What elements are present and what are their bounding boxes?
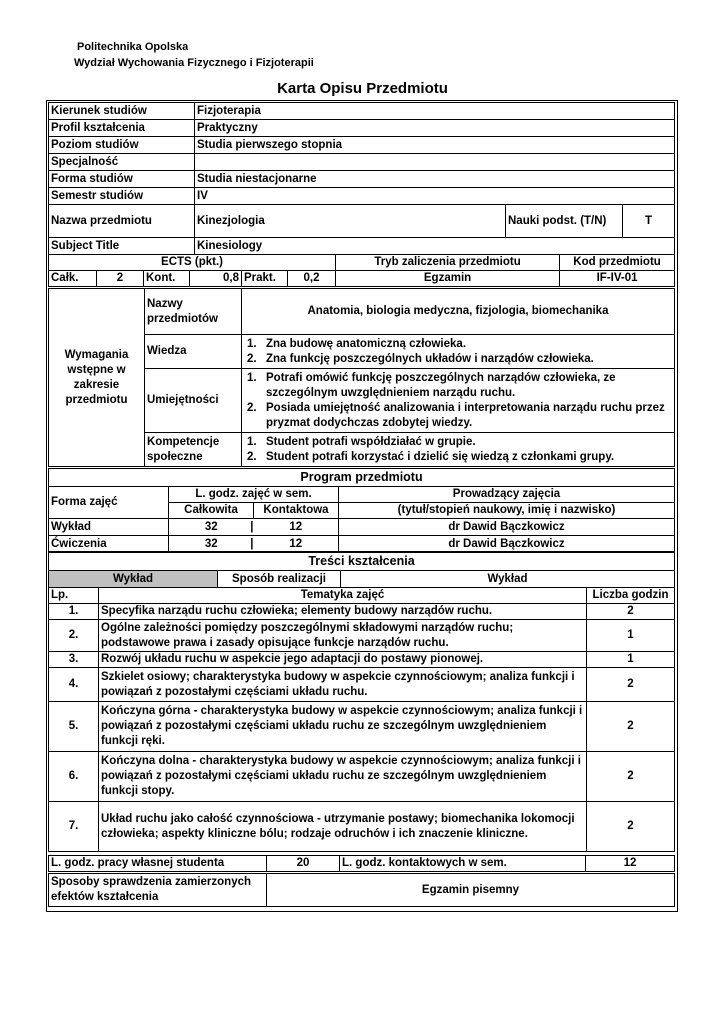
ects-table [48, 254, 675, 287]
row-topic: Kończyna dolna - charakterystyka budowy w aspekcie czynnościowym; analiza funkcji i powiązań z pozostałymi częściami układu ruchu ze szczególnym uwzględnieniem funkcji stopy. [99, 752, 587, 802]
program-row-kont: 12 [254, 519, 339, 536]
row-topic: Szkielet osiowy; charakterystyka budowy w aspekcie czynnościowym; analiza funkcji i powiązań z pozostałymi częściami układu ruchu. [99, 668, 587, 702]
university-name: Politechnika Opolska [77, 41, 189, 53]
liczba-label: Liczba godzin [587, 588, 675, 604]
prowadzacy-label: Prowadzący zajęcia [339, 487, 675, 503]
kompetencje-list [244, 435, 672, 465]
wiedza-list [244, 337, 672, 367]
program-row-calk: 32 | [169, 536, 254, 553]
row-topic: Kończyna górna - charakterystyka budowy w aspekcie czynnościowym; analiza funkcji i powiązań z pozostałymi częściami układu ruchu ze szczególnym uwzględnieniem funkcji ręki. [99, 702, 587, 752]
calkowita-label: Całkowita [169, 503, 254, 519]
program-row-kont: 12 [254, 536, 339, 553]
kontakt-value: 12 [586, 856, 675, 872]
kontakt-label: L. godz. kontaktowych w sem. [340, 856, 586, 872]
kontaktowa-label: Kontaktowa [254, 503, 339, 519]
kont-label: Kont. [144, 271, 190, 287]
tresci-table [48, 551, 675, 852]
specjalnosc-label: Specjalność [49, 154, 195, 171]
sposob-value: Wykład [341, 571, 675, 588]
poziom-label: Poziom studiów [49, 137, 195, 154]
row-hours: 2 [587, 604, 675, 620]
row-hours: 1 [587, 652, 675, 668]
list-item: 1. Potrafi omówić funkcję poszczególnych narządów człowieka, ze szczególnym uwzględnieniem narządu ruchu. [247, 371, 616, 399]
profil-label: Profil kształcenia [49, 120, 195, 137]
nazwa-label: Nazwa przedmiotu [49, 205, 195, 238]
ects-label: ECTS (pkt.) [49, 255, 336, 271]
praca-value: 20 [267, 856, 340, 872]
course-info-table [48, 102, 675, 255]
prakt-value: 0,2 [288, 271, 336, 287]
row-lp: 4. [49, 668, 99, 702]
prerequisites-table [48, 288, 675, 467]
row-hours: 2 [587, 802, 675, 852]
prowadzacy-sub: (tytuł/stopień naukowy, imię i nazwisko) [339, 503, 675, 519]
forma-value: Studia niestacjonarne [195, 171, 675, 188]
tryb-value: Egzamin [336, 271, 560, 287]
row-hours: 2 [587, 668, 675, 702]
sposoby-label: Sposoby sprawdzenia zamierzonych efektów kształcenia [49, 874, 267, 907]
row-lp: 6. [49, 752, 99, 802]
separator: | [250, 520, 254, 533]
program-row-prow: dr Dawid Bączkowicz [339, 519, 675, 536]
row-topic: Rozwój układu ruchu w aspekcie jego adaptacji do postawy pionowej. [99, 652, 587, 668]
nazwa-value: Kinezjologia [195, 205, 506, 238]
program-row-prow: dr Dawid Bączkowicz [339, 536, 675, 553]
prakt-label: Prakt. [242, 271, 288, 287]
list-item: 2. Posiada umiejętność analizowania i interpretowania narządu ruchu przez pryzmat dodychczas zdobytej wiedzy. [247, 401, 665, 429]
faculty-name: Wydział Wychowania Fizycznego i Fizjoterapii [74, 57, 314, 69]
list-item: 1. Student potrafi współdziałać w grupie. [247, 435, 476, 448]
kod-value: IF-IV-01 [560, 271, 675, 287]
row-lp: 5. [49, 702, 99, 752]
list-item: 2. Zna funkcję poszczególnych układów i narządów człowieka. [247, 352, 594, 365]
row-lp: 3. [49, 652, 99, 668]
sposob-label: Sposób realizacji [218, 571, 341, 588]
row-hours: 1 [587, 620, 675, 652]
kierunek-label: Kierunek studiów [49, 103, 195, 120]
kont-value: 0,8 [190, 271, 242, 287]
praca-label: L. godz. pracy własnej studenta [49, 856, 267, 872]
tryb-label: Tryb zaliczenia przedmiotu [336, 255, 560, 271]
sposoby-value: Egzamin pisemny [267, 874, 675, 907]
subject-value: Kinesiology [195, 238, 675, 255]
calk-value: 2 [97, 271, 144, 287]
forma-zajec-label: Forma zajęć [49, 487, 169, 519]
document-title: Karta Opisu Przedmiotu [277, 80, 448, 97]
lp-label: Lp. [49, 588, 99, 604]
semestr-value: IV [195, 188, 675, 205]
program-title: Program przedmiotu [49, 469, 675, 487]
list-item: 1. Zna budowę anatomiczną człowieka. [247, 337, 467, 350]
row-hours: 2 [587, 702, 675, 752]
program-row-calk: 32 | [169, 519, 254, 536]
umiejetnosci-list [244, 371, 672, 431]
godz-label: L. godz. zajęć w sem. [169, 487, 339, 503]
program-row-forma: Wykład [49, 519, 169, 536]
nauki-label: Nauki podst. (T/N) [506, 205, 623, 238]
nauki-value: T [623, 205, 675, 238]
row-hours: 2 [587, 752, 675, 802]
row-lp: 2. [49, 620, 99, 652]
tematyka-label: Tematyka zajęć [99, 588, 587, 604]
kierunek-value: Fizjoterapia [195, 103, 675, 120]
forma-label: Forma studiów [49, 171, 195, 188]
footer-table [48, 855, 675, 872]
wiedza-label: Wiedza [145, 335, 242, 369]
kompetencje-label: Kompetencje społeczne [145, 433, 242, 467]
semestr-label: Semestr studiów [49, 188, 195, 205]
prereq-label: Wymagania wstępne w zakresie przedmiotu [49, 289, 145, 467]
nazwy-value: Anatomia, biologia medyczna, fizjologia, biomechanika [242, 289, 675, 335]
umiejetnosci-label: Umiejętności [145, 369, 242, 433]
list-item: 2. Student potrafi korzystać i dzielić się wiedzą z członkami grupy. [247, 450, 615, 463]
row-topic: Specyfika narządu ruchu człowieka; elementy budowy narządów ruchu. [99, 604, 587, 620]
profil-value: Praktyczny [195, 120, 675, 137]
poziom-value: Studia pierwszego stopnia [195, 137, 675, 154]
row-lp: 7. [49, 802, 99, 852]
kod-label: Kod przedmiotu [560, 255, 675, 271]
specjalnosc-value [195, 154, 675, 171]
row-lp: 1. [49, 604, 99, 620]
calk-label: Całk. [49, 271, 97, 287]
row-topic: Układ ruchu jako całość czynnościowa - utrzymanie postawy; biomechanika lokomocji człowieka; aspekty kliniczne bólu; rodzaje odruchów i ich znaczenie kliniczne. [99, 802, 587, 852]
separator: | [250, 537, 254, 550]
row-topic: Ogólne zależności pomiędzy poszczególnymi składowymi narządów ruchu; podstawowe prawa i zasady opisujące funkcje narządów ruchu. [99, 620, 587, 652]
subject-label: Subject Title [49, 238, 195, 255]
tresci-title: Treści kształcenia [49, 552, 675, 571]
wyklad-tab: Wykład [49, 571, 218, 588]
program-row-forma: Ćwiczenia [49, 536, 169, 553]
nazwy-label: Nazwy przedmiotów [145, 289, 242, 335]
sposoby-table [48, 873, 675, 907]
program-table [48, 468, 675, 553]
